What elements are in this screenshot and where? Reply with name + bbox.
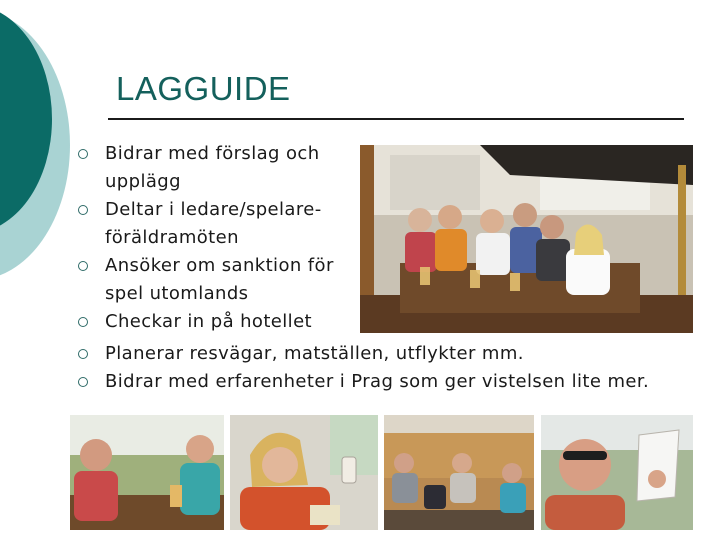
photo-woman-drinking (230, 415, 378, 530)
photo-men-at-table (70, 415, 224, 530)
group-photo-restaurant (360, 145, 693, 333)
photo-lounge-room (384, 415, 534, 530)
bullet-item (78, 340, 720, 368)
bullet-circle-icon (78, 349, 88, 359)
bullet-text: Bidrar med förslag och upplägg (105, 143, 320, 192)
bullet-item (78, 252, 345, 308)
bullet-circle-icon (78, 149, 88, 159)
bullet-circle-icon (78, 317, 88, 327)
bullet-item (78, 140, 345, 196)
bullet-circle-icon (78, 377, 88, 387)
bullet-text: Deltar i ledare/spelare-föräldramöten (105, 199, 322, 248)
bullet-circle-icon (78, 261, 88, 271)
photo-man-with-menu (541, 415, 693, 530)
bullet-item (78, 368, 720, 396)
bullet-item (78, 308, 345, 336)
bullet-text: Checkar in på hotellet (105, 311, 313, 332)
bullet-text: Planerar resvägar, matställen, utflykter mm. (105, 343, 524, 364)
bullet-item (78, 196, 345, 252)
bullet-text: Ansöker om sanktion för spel utomlands (105, 255, 334, 304)
bullet-text: Bidrar med erfarenheter i Prag som ger vistelsen lite mer. (105, 371, 650, 392)
bullet-circle-icon (78, 205, 88, 215)
slide-title: LAGGUIDE (116, 70, 291, 107)
title-divider (108, 118, 684, 120)
